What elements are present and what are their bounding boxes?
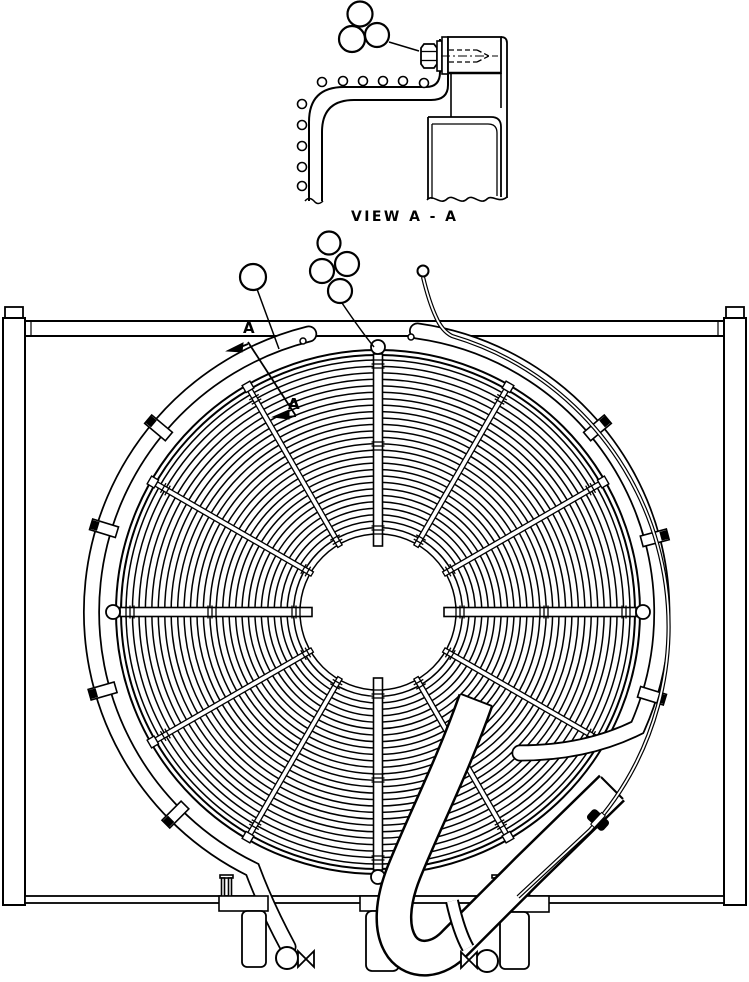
- frame-right-post: [724, 318, 746, 905]
- channel-break-line: [305, 199, 323, 204]
- callout-balloon: [318, 232, 341, 255]
- spoke-end-ring: [636, 605, 650, 619]
- callout-balloon: [240, 264, 266, 290]
- section-letter: A: [243, 319, 255, 337]
- callout-balloon: [310, 259, 334, 283]
- section-arrowhead: [273, 410, 289, 419]
- main-view: [3, 232, 746, 973]
- coil-spoke: [371, 340, 385, 546]
- coil-spoke: [371, 678, 385, 884]
- coil-ring: [287, 521, 469, 703]
- section-letter: A: [288, 395, 300, 413]
- clamp-bowtie: [306, 951, 314, 967]
- clamp-bowtie: [469, 952, 477, 968]
- ball-fitting: [476, 950, 498, 972]
- detail-view-a-a: [298, 2, 508, 226]
- coil-ring: [300, 534, 456, 690]
- channel-tube-ends: [298, 77, 429, 191]
- frame-top-rail: [25, 321, 724, 336]
- section-arrowhead: [227, 343, 243, 352]
- detail-callout-balloons: [339, 2, 389, 53]
- ball-fitting: [276, 947, 298, 969]
- callout-balloon: [339, 26, 365, 52]
- bracket-flange-inner: [432, 124, 497, 196]
- coil-spoke: [106, 605, 312, 619]
- bracket-flange: [219, 896, 268, 911]
- callout-balloon: [335, 252, 359, 276]
- band-end-fitting: [300, 338, 306, 344]
- bracket-break-line: [427, 197, 507, 201]
- mounting-stud: [222, 878, 225, 897]
- callout-balloon: [365, 23, 389, 47]
- left-post-cap: [5, 307, 23, 318]
- frame-left-post: [3, 318, 25, 905]
- channel-inner-line: [322, 74, 448, 201]
- bracket-flange-top: [428, 117, 501, 197]
- coil-spoke: [444, 605, 650, 619]
- bolt-hex-head: [421, 44, 437, 68]
- detail-view-title: VIEW A - A: [351, 209, 457, 225]
- bolt-boss-block: [448, 37, 501, 73]
- band-end-fitting: [408, 334, 414, 340]
- left-drain-fitting: [276, 947, 314, 969]
- bracket-foot: [500, 912, 529, 969]
- right-post-cap: [726, 307, 744, 318]
- callout-balloon: [348, 2, 373, 27]
- balloon-leader-line: [389, 42, 419, 51]
- coil-support-spokes: [106, 340, 650, 884]
- callout-balloon-cluster: [310, 232, 359, 304]
- callout-balloon: [328, 279, 352, 303]
- bracket-foot: [242, 911, 266, 967]
- coil-ring: [294, 528, 463, 697]
- mounting-stud: [229, 878, 232, 897]
- wire-eyelet: [418, 266, 429, 277]
- spoke-end-ring: [106, 605, 120, 619]
